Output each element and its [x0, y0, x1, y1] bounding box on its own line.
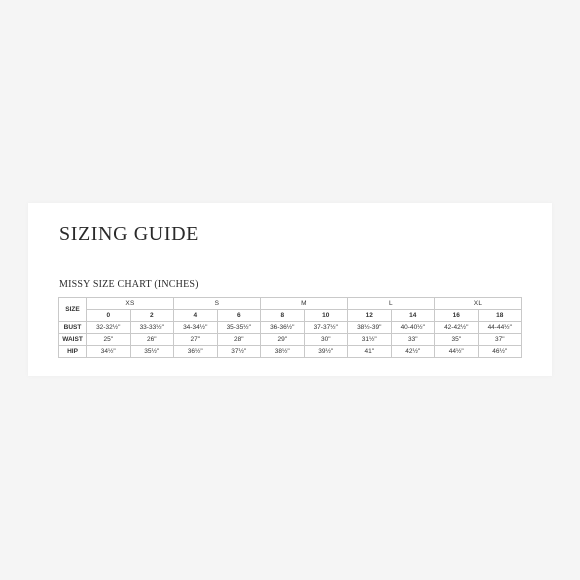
table-cell: 44½": [435, 346, 479, 358]
size-number-cell: 6: [217, 310, 261, 322]
group-header-xl: XL: [435, 298, 522, 310]
size-number-cell: 12: [348, 310, 392, 322]
size-chart-table: [58, 297, 522, 358]
group-header-s: S: [174, 298, 261, 310]
size-number-cell: 2: [130, 310, 174, 322]
table-row-hip: [59, 346, 522, 358]
table-cell: 29": [261, 334, 305, 346]
table-cell: 31½": [348, 334, 392, 346]
table-cell: 38½": [261, 346, 305, 358]
table-cell: 27": [174, 334, 218, 346]
table-cell: 34½": [87, 346, 131, 358]
chart-subtitle: MISSY SIZE CHART (INCHES): [59, 279, 199, 290]
table-cell: 37-37½": [304, 322, 348, 334]
table-cell: 25": [87, 334, 131, 346]
table-cell: 30": [304, 334, 348, 346]
size-number-cell: 0: [87, 310, 131, 322]
size-number-cell: 16: [435, 310, 479, 322]
table-cell: 38½-39": [348, 322, 392, 334]
table-cell: 36½": [174, 346, 218, 358]
table-cell: 35": [435, 334, 479, 346]
table-cell: 42½": [391, 346, 435, 358]
table-cell: 41": [348, 346, 392, 358]
table-cell: 33": [391, 334, 435, 346]
table-cell: 44-44½": [478, 322, 522, 334]
size-number-cell: 10: [304, 310, 348, 322]
table-cell: 28": [217, 334, 261, 346]
table-cell: 36-36½": [261, 322, 305, 334]
group-header-xs: XS: [87, 298, 174, 310]
table-cell: 46½": [478, 346, 522, 358]
size-number-cell: 4: [174, 310, 218, 322]
row-label-bust: BUST: [59, 322, 87, 334]
table-cell: 37": [478, 334, 522, 346]
table-cell: 39½": [304, 346, 348, 358]
page-title: SIZING GUIDE: [59, 223, 199, 245]
size-number-cell: 14: [391, 310, 435, 322]
group-header-m: M: [261, 298, 348, 310]
table-cell: 32-32½": [87, 322, 131, 334]
table-row-waist: [59, 334, 522, 346]
table-cell: 37½": [217, 346, 261, 358]
sizing-guide-card: [28, 203, 552, 376]
table-cell: 40-40½": [391, 322, 435, 334]
table-cell: 33-33½": [130, 322, 174, 334]
size-header-cell: SIZE: [59, 298, 87, 322]
group-header-l: L: [348, 298, 435, 310]
size-number-cell: 18: [478, 310, 522, 322]
table-row-bust: [59, 322, 522, 334]
row-label-hip: HIP: [59, 346, 87, 358]
table-cell: 34-34½": [174, 322, 218, 334]
row-label-waist: WAIST: [59, 334, 87, 346]
table-cell: 42-42½": [435, 322, 479, 334]
size-number-row: [59, 310, 522, 322]
size-number-cell: 8: [261, 310, 305, 322]
table-cell: 35-35½": [217, 322, 261, 334]
table-cell: 35½": [130, 346, 174, 358]
size-group-row: [59, 298, 522, 310]
table-cell: 26": [130, 334, 174, 346]
